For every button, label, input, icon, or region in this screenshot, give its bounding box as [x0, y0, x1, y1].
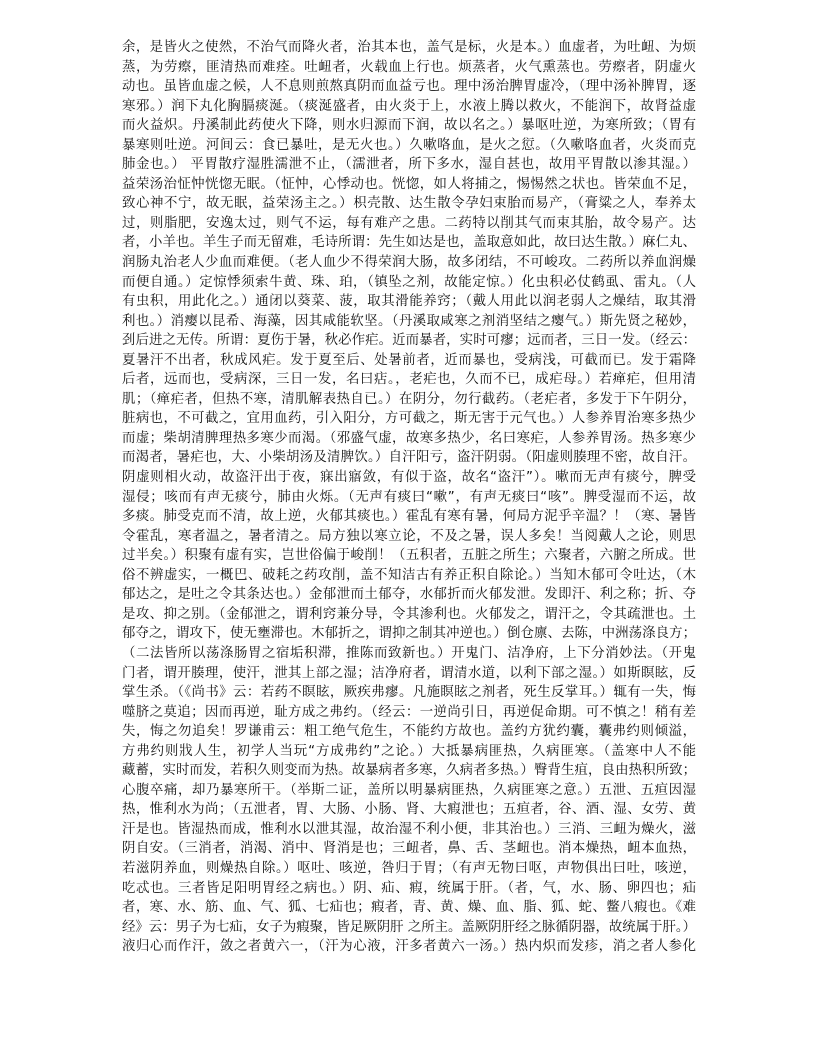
text-line: 液归心而作汗，敛之者黄六一，（汗为心液，汗多者黄六一汤。）热内炽而发疹，消之者人参化 [122, 939, 696, 955]
text-line: 俗不辨虚实，一概巴、破耗之药攻削，盖不知洁古有养正积自除论。）当知木郁可令吐达，（木 [122, 567, 696, 583]
text-line: 寒邪。）润下丸化胸膈痰涎。（痰涎盛者，由火炎于上，水液上腾以救火，不能润下，故肾益虚 [122, 98, 696, 114]
text-line: 是攻、抑之别。（金郁泄之，谓利窍兼分导，令其渗利也。火郁发之，谓汗之，令其疏泄也。土 [122, 606, 696, 622]
text-line: 阴自安。（三消者，消渴、消中、肾消是也；三衄者，鼻、舌、茎衄也。消本燥热，衄本血热， [122, 841, 696, 857]
text-line: 后者，远而也，受病深，三日一发，名曰痁。，老疟也，久而不已，成疟母。）若瘅疟，但用清 [122, 372, 696, 388]
text-line: 失，悔之勿追矣！罗谦甫云：粗工绝气危生，不能约方故也。盖约方犹约囊，囊弗约则倾溢， [122, 724, 696, 740]
text-line: 藏蓄，实时而发，若积久则变而为热。故暴病者多寒，久病者多热。）臀背生疽，良由热积所致； [122, 763, 696, 779]
text-line: 郁夺之，谓攻下，使无壅滞也。木郁折之，谓抑之制其冲逆也。）倒仓廪、去陈，中洲荡涤良方； [122, 626, 696, 642]
text-line: 肺金也。） 平胃散疗湿胜濡泄不止，（濡泄者，所下多水，湿自甚也，故用平胃散以渗其湿。） [122, 157, 696, 173]
text-line: 噬脐之莫追；因而再逆，耻方成之弗约。（经云：一逆尚引日，再逆促命期。可不慎之！稍有差 [122, 704, 696, 720]
text-line: 而虚；柴胡清脾理热多寒少而渴。（邪盛气虚，故寒多热少，名曰寒疟，人参养胃汤。热多寒少 [122, 430, 696, 446]
text-line: 而渴者，暑疟也，大、小柴胡汤及清脾饮。）自汗阳亏，盗汗阴弱。（阳虚则腠理不密，故自汗。 [122, 450, 696, 466]
text-line: 夏暑汗不出者，秋成风疟。发于夏至后、处暑前者，近而暴也，受病浅，可截而已。发于霜降 [122, 352, 696, 368]
text-line: 掌生杀。（《尚书》云：若药不瞑眩，厥疾弗瘳。凡施瞑眩之剂者，死生反掌耳。）辄有一失，悔 [122, 685, 696, 701]
text-line: 者，寒、水、筋、血、气、狐、七疝也；瘕者，青、黄、燥、血、脂、狐、蛇、鳖八瘕也。《难 [122, 900, 696, 916]
text-line: 动也。虽皆血虚之候，人不息则煎熬真阴而血益亏也。理中汤治脾胃虚冷，（理中汤补脾胃，逐 [122, 79, 696, 95]
text-line: 阴虚则相火动，故盗汗出于夜，寐出寤敛，有似于盗，故名“盗汗”）。嗽而无声有痰兮，脾受 [122, 470, 696, 486]
text-line: 湿侵；咳而有声无痰兮，肺由火烁。（无声有痰曰“嗽”，有声无痰曰“咳”。脾受湿而不运，故 [122, 489, 696, 505]
text-line: 暴寒则吐逆。河间云：食已暴吐，是无火也。）久嗽咯血，是火之愆。（久嗽咯血者，火炎而克 [122, 137, 696, 153]
text-line: 过，则脂肥，安逸太过，则气不运，每有难产之患。二药特以削其气而束其胎，故令易产。达 [122, 215, 696, 231]
text-line: 经》云：男子为七疝，女子为瘕聚，皆足厥阴肝 之所主。盖厥阴肝经之脉循阴器，故统属于肝。） [122, 919, 696, 935]
text-line: 益荣汤治怔忡恍惚无眠。（怔忡，心悸动也。恍惚，如人将捕之，惕惕然之状也。皆荣血不足， [122, 176, 696, 192]
document-body [122, 38, 696, 957]
text-line: 有虫积，用此化之。）通闭以葵菜、菠，取其滑能养窍；（戴人用此以润老弱人之燥结，取其滑 [122, 294, 696, 310]
text-line: 汗是也。皆湿热而成，惟利水以泄其湿，故治湿不利小便，非其治也。）三消、三衄为燥火，滋 [122, 821, 696, 837]
text-line: 肌；（瘅疟者，但热不寒，清肌解表热自已。）在阴分，勿行截药。（老疟者，多发于下午阴分， [122, 391, 696, 407]
text-line: 若滋阴养血，则燥热自除。）呕吐、咳逆，咎归于胃；（有声无物曰呕，声物俱出曰吐，咳逆， [122, 860, 696, 876]
text-line: 心腹卒痛，却乃暴寒所干。（举斯二证，盖所以明暴病匪热，久病匪寒之意。）五泄、五疸因湿 [122, 782, 696, 798]
text-line: 利也。）消瘿以昆希、海藻，因其咸能软坚。（丹溪取咸寒之剂消坚结之瘿气。）斯先贤之秘妙， [122, 313, 696, 329]
text-line: 方弗约则戕人生，初学人当玩“方成弗约”之论。）大抵暴病匪热，久病匪寒。（盖寒中人不能 [122, 743, 696, 759]
text-line: 而火益炽。丹溪制此药使火下降，则水归源而下润，故以名之。）暴呕吐逆，为寒所致；（胃有 [122, 118, 696, 134]
text-line: （二法皆所以荡涤肠胃之宿垢积滞，推陈而致新也。）开鬼门、洁净府，上下分消妙法。（开鬼 [122, 645, 696, 661]
text-line: 脏病也，不可截之，宜用血药，引入阳分，方可截之，斯无害于元气也。）人参养胃治寒多热少 [122, 411, 696, 427]
text-line: 润肠丸治老人少血而难便。（老人血少不得荣润大肠，故多闭结，不可峻攻。二药所以养血润燥 [122, 255, 696, 271]
text-line: 郁达之，是吐之令其条达也。）金郁泄而土郁夺，水郁折而火郁发泄。发即汗、利之称；折、夺 [122, 587, 696, 603]
text-line: 吃忒也。三者皆足阳明胃经之病也。）阴、疝、瘕，统属于肝。（者，气，水、肠、卵四也；疝 [122, 880, 696, 896]
text-line: 致心神不宁，故无眠，益荣汤主之。）枳壳散、达生散令孕妇束胎而易产，（膏粱之人，奉养太 [122, 196, 696, 212]
text-line: 而便自通。）定惊悸须索牛黄、珠、珀，（镇坠之剂，故能定惊。）化虫积必仗鹤虱、雷丸。（人 [122, 274, 696, 290]
text-line: 热，惟利水为尚；（五泄者，胃、大肠、小肠、肾、大瘕泄也；五疸者，谷、酒、湿、女劳、黄 [122, 802, 696, 818]
text-line: 多痰。肺受克而不清，故上逆，火郁其痰也。）霍乱有寒有暑，何局方泥乎辛温？！（寒、暑皆 [122, 509, 696, 525]
text-line: 令霍乱，寒者温之，暑者清之。局方独以寒立论，不及之暑，误人多矣！当阅戴人之论，则思 [122, 528, 696, 544]
text-line: 余，是皆火之使然，不治气而降火者，治其本也，盖气是标，火是本。）血虚者，为吐衄、为烦 [122, 40, 696, 55]
text-line: 过半矣。）积聚有虚有实，岂世俗偏于峻削！（五积者，五脏之所生；六聚者，六腑之所成。世 [122, 548, 696, 564]
text-line: 门者，谓开腠理，使汗，泄其上部之湿；洁净府者，谓清水道，以利下部之湿。）如斯瞑眩，反 [122, 665, 696, 681]
text-line: 者，小羊也。羊生子而无留难，毛诗所谓：先生如达是也，盖取意如此，故曰达生散。）麻仁丸、 [122, 235, 696, 251]
text-line: 蒸，为劳瘵，匪清热而难痊。吐衄者，火载血上行也。烦蒸者，火气熏蒸也。劳瘵者，阴虚火 [122, 59, 696, 75]
text-line: 刭后进之无传。所谓：夏伤于暑，秋必作疟。近而暴者，实时可瘳；远而者，三日一发。（经云： [122, 333, 696, 349]
